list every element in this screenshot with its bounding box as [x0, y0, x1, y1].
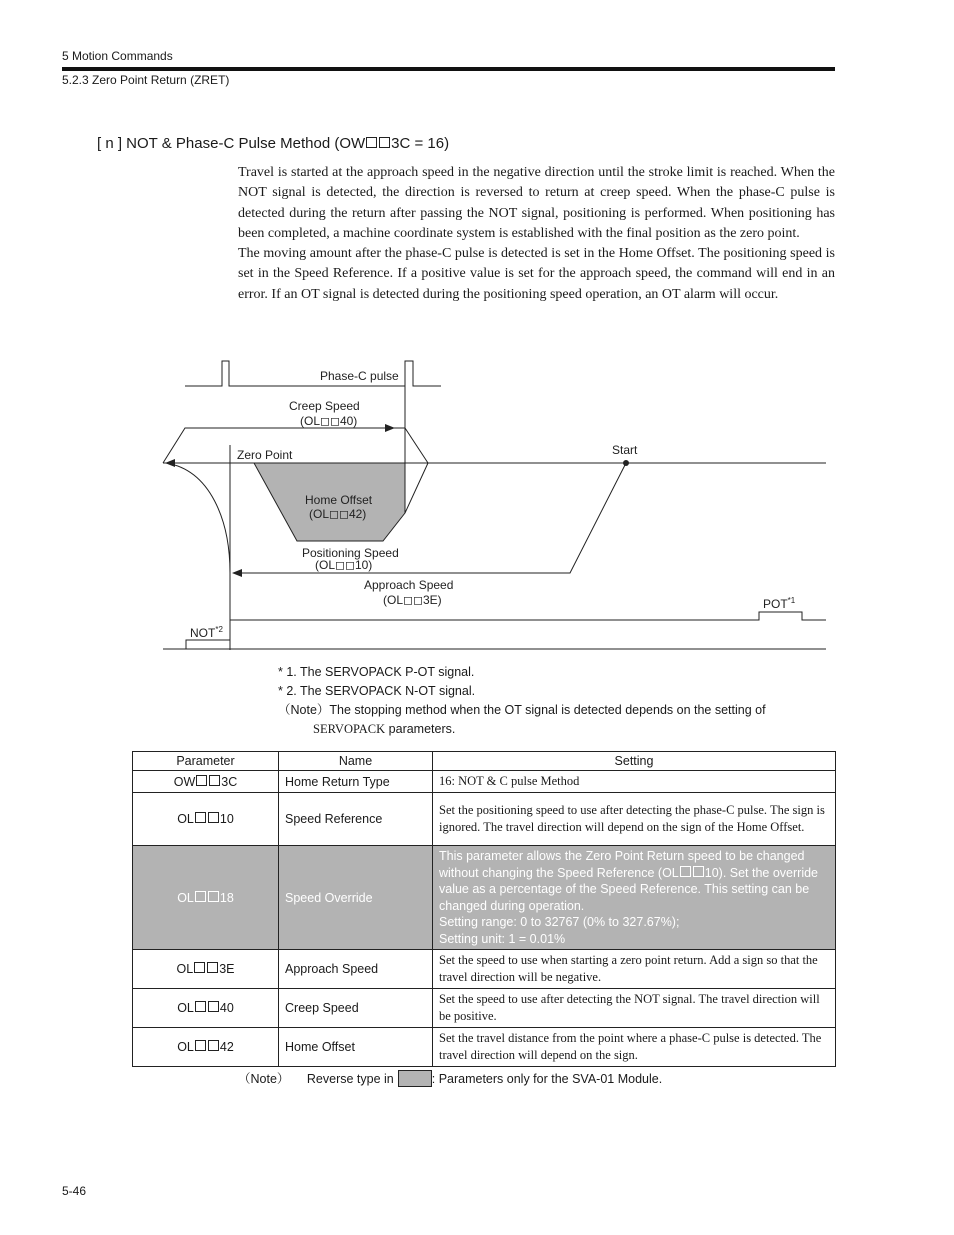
phase-c-pulse-waveform	[185, 361, 441, 386]
body-paragraph-1: Travel is started at the approach speed in the negative direction until the stroke limit is reached. When the NOT signal is detected, the direction is reversed to return at creep speed. When the phase-C pulse is detected during the return after passing the NOT signal, positioning is performed. When positioning has been completed, a machine coordinate system is established with the final position as the zero point.	[238, 165, 835, 241]
page-number: 5-46	[62, 1184, 87, 1198]
table-row	[133, 846, 836, 950]
param-cell: OL 42	[133, 1028, 279, 1067]
home-offset-label: Home Offset	[305, 493, 373, 507]
pot-label: POT$^{*1}$	[763, 596, 796, 611]
setting-cell: Set the positioning speed to use after detecting the phase-C pulse. The sign is ignored. The travel direction will depend on the sign of the Home Offset.	[433, 793, 836, 846]
reverse-type-note: （Note） Reverse type in : Parameters only for the SVA-01 Module.	[238, 1072, 663, 1086]
footnote-1: * 1. The SERVOPACK P-OT signal.	[278, 665, 475, 679]
section-title-suffix: 3C = 16)	[391, 135, 450, 152]
footnote-note: （Note）The stopping method when the OT signal is detected depends on the setting of	[278, 703, 766, 717]
table-header-row	[133, 752, 836, 771]
setting-cell: Set the speed to use after detecting the NOT signal. The travel direction will be positive.	[433, 989, 836, 1028]
setting-cell: This parameter allows the Zero Point Return speed to be changed without changing the Speed Reference (OL 10). Set the override value as a percentage of the Speed Reference. This setting can be changed during operation. Setting range: 0 to 32767 (0% to 327.67%); Setting unit: 1 = 0.01%	[433, 846, 836, 950]
table-header: Setting	[433, 752, 836, 771]
name-cell: Home Offset	[279, 1028, 433, 1067]
approach-speed-register: (OL◻◻3E)	[383, 593, 442, 607]
table-row	[133, 793, 836, 846]
home-offset-register: (OL◻◻42)	[309, 507, 367, 521]
table-row	[133, 1028, 836, 1067]
section-header: 5.2.3 Zero Point Return (ZRET)	[62, 73, 230, 87]
approach-speed-label: Approach Speed	[364, 578, 454, 592]
creep-speed-label: Creep Speed	[289, 399, 360, 413]
table-row	[133, 771, 836, 793]
zero-point-label: Zero Point	[237, 448, 293, 462]
table-header: Name	[279, 752, 433, 771]
body-paragraph-2: The moving amount after the phase-C pulse is detected is set in the Home Offset. The positioning speed is set in the Speed Reference. If a positive value is set for the approach speed, the command will end in an error. If an OT signal is detected during the positioning speed operation, an OT alarm will occur.	[238, 246, 835, 302]
start-point	[623, 460, 629, 466]
phase-c-pulse-label: Phase-C pulse	[320, 369, 399, 383]
ot-signal-waveform	[163, 612, 826, 649]
name-cell: Creep Speed	[279, 989, 433, 1028]
footnotes	[278, 663, 766, 739]
param-cell: OW 3C	[133, 771, 279, 793]
not-label: NOT$^{*2}$	[190, 625, 223, 640]
start-label: Start	[612, 443, 638, 457]
footnote-2: * 2. The SERVOPACK N-OT signal.	[278, 684, 476, 698]
param-cell: OL 18	[133, 846, 279, 950]
setting-cell: Set the speed to use when starting a zero point return. Add a sign so that the travel direction will be negative.	[433, 950, 836, 989]
name-cell: Approach Speed	[279, 950, 433, 989]
parameter-table	[132, 751, 836, 1067]
name-cell: Speed Reference	[279, 793, 433, 846]
footnote-note-cont: SERVOPACK parameters.	[313, 722, 456, 736]
param-cell: OL 10	[133, 793, 279, 846]
setting-cell: Set the travel distance from the point where a phase-C pulse is detected. The travel direction will depend on the sign.	[433, 1028, 836, 1067]
positioning-speed-register: (OL◻◻10)	[315, 558, 373, 572]
positioning-speed-label: Positioning Speed	[302, 546, 399, 560]
setting-cell: 16: NOT & C pulse Method	[433, 771, 836, 793]
name-cell: Speed Override	[279, 846, 433, 950]
reversal-curve	[166, 463, 230, 573]
chapter-header: 5 Motion Commands	[62, 49, 173, 63]
param-cell: OL 3E	[133, 950, 279, 989]
gray-swatch-icon	[398, 1070, 432, 1087]
param-cell: OL 40	[133, 989, 279, 1028]
table-row	[133, 950, 836, 989]
section-title-prefix: [ n ] NOT & Phase-C Pulse Method (OW	[97, 135, 366, 152]
table-header: Parameter	[133, 752, 279, 771]
name-cell: Home Return Type	[279, 771, 433, 793]
creep-speed-register: (OL◻◻40)	[300, 414, 358, 428]
table-row	[133, 989, 836, 1028]
